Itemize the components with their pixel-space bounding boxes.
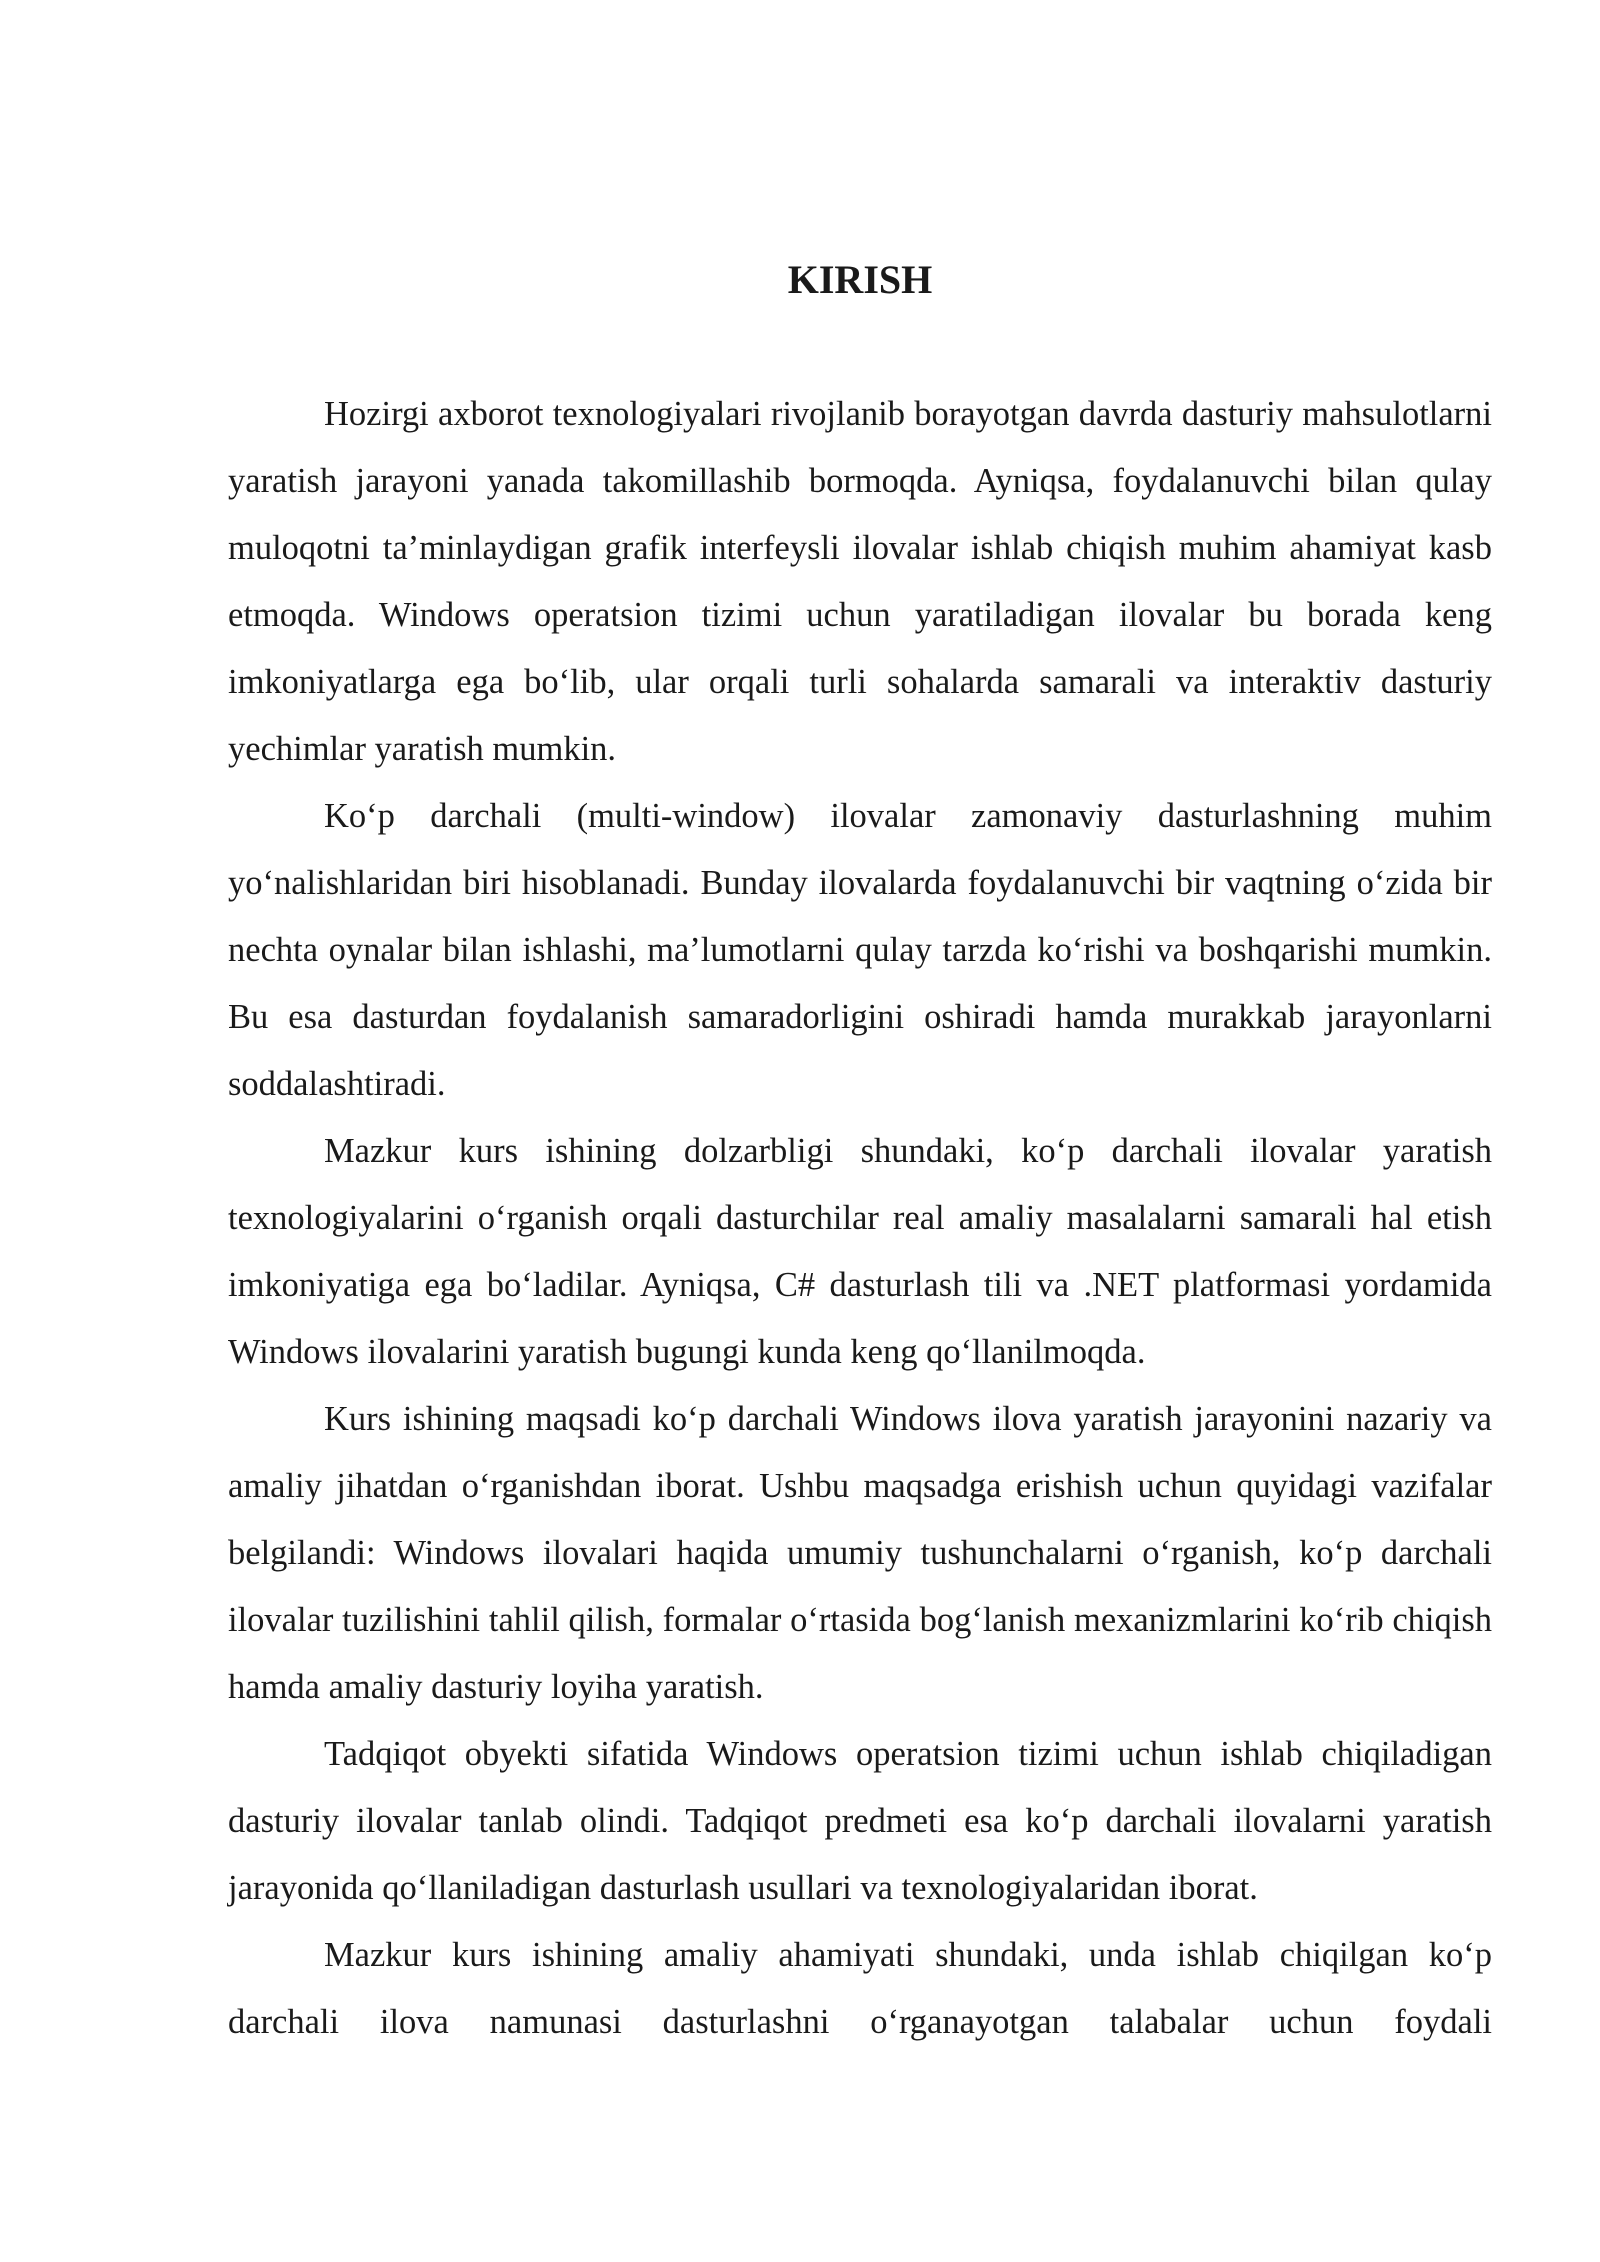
paragraph-4: Kurs ishining maqsadi ko‘p darchali Windows ilova yaratish jarayonini nazariy va amaliy jihatdan o‘rganishdan iborat. Ushbu maqsadga erishish uchun quyidagi vazifalar belgilandi: Windows ilovalari haqida umumiy tushunchalarni o‘rganish, ko‘p darchali ilovalar tuzilishini tahlil qilish, formalar o‘rtasida bog‘lanish mexanizmlarini ko‘rib chiqish hamda amaliy dasturiy loyiha yaratish. [228, 1400, 1492, 1706]
document-body [228, 381, 1492, 2056]
paragraph-6: Mazkur kurs ishining amaliy ahamiyati shundaki, unda ishlab chiqilgan ko‘p darchali ilova namunasi dasturlashni o‘rganayotgan talabalar uchun foydali [228, 1936, 1492, 2041]
paragraph-3: Mazkur kurs ishining dolzarbligi shundaki, ko‘p darchali ilovalar yaratish texnologiyalarini o‘rganish orqali dasturchilar real amaliy masalalarni samarali hal etish imkoniyatiga ega bo‘ladilar. Ayniqsa, C# dasturlash tili va .NET platformasi yordamida Windows ilovalarini yaratish bugungi kunda keng qo‘llanilmoqda. [228, 1132, 1492, 1371]
paragraph-1: Hozirgi axborot texnologiyalari rivojlanib borayotgan davrda dasturiy mahsulotlarni yaratish jarayoni yanada takomillashib bormoqda. Ayniqsa, foydalanuvchi bilan qulay muloqotni ta’minlaydigan grafik interfeysli ilovalar ishlab chiqish muhim ahamiyat kasb etmoqda. Windows operatsion tizimi uchun yaratiladigan ilovalar bu borada keng imkoniyatlarga ega bo‘lib, ular orqali turli sohalarda samarali va interaktiv dasturiy yechimlar yaratish mumkin. [228, 395, 1492, 768]
paragraph-5: Tadqiqot obyekti sifatida Windows operatsion tizimi uchun ishlab chiqiladigan dasturiy ilovalar tanlab olindi. Tadqiqot predmeti esa ko‘p darchali ilovalarni yaratish jarayonida qo‘llaniladigan dasturlash usullari va texnologiyalaridan iborat. [228, 1735, 1492, 1907]
paragraph-2: Ko‘p darchali (multi-window) ilovalar zamonaviy dasturlashning muhim yo‘nalishlaridan biri hisoblanadi. Bunday ilovalarda foydalanuvchi bir vaqtning o‘zida bir nechta oynalar bilan ishlashi, ma’lumotlarni qulay tarzda ko‘rishi va boshqarishi mumkin. Bu esa dasturdan foydalanish samaradorligini oshiradi hamda murakkab jarayonlarni soddalashtiradi. [228, 797, 1492, 1103]
page-title: KIRISH [787, 257, 933, 302]
